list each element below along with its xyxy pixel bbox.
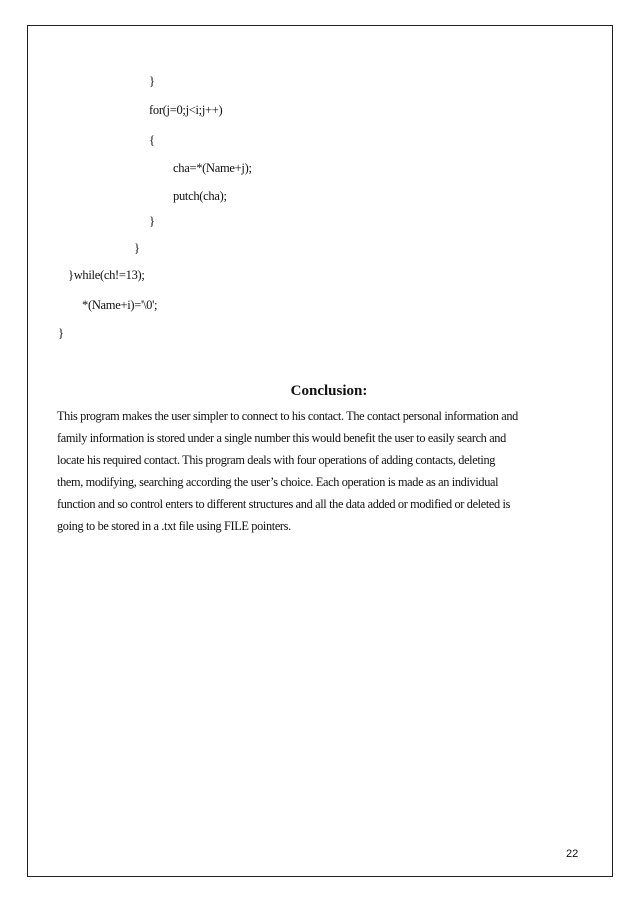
paragraph-line: going to be stored in a .txt file using FILE pointers. <box>57 519 291 533</box>
code-line: for(j=0;j<i;j++) <box>149 103 223 117</box>
paragraph-line: This program makes the user simpler to connect to his contact. The contact personal information and <box>57 409 518 423</box>
conclusion-paragraph <box>57 405 597 537</box>
code-line: } <box>149 214 155 228</box>
conclusion-heading: Conclusion: <box>290 383 368 399</box>
code-line: { <box>149 133 155 147</box>
code-line: } <box>149 74 155 88</box>
page-number: 22 <box>566 848 579 860</box>
code-line: } <box>58 326 64 340</box>
code-line: }while(ch!=13); <box>68 268 145 282</box>
code-line: putch(cha); <box>173 189 227 203</box>
paragraph-line: locate his required contact. This program deals with four operations of adding contacts, deleting <box>57 453 496 467</box>
code-line: cha=*(Name+j); <box>173 161 252 175</box>
paragraph-line: them, modifying, searching according the user’s choice. Each operation is made as an individual <box>57 475 499 489</box>
paragraph-line: function and so control enters to different structures and all the data added or modified or deleted is <box>57 497 511 511</box>
code-line: } <box>134 241 140 255</box>
paragraph-line: family information is stored under a single number this would benefit the user to easily search and <box>57 431 506 445</box>
code-line: *(Name+i)='\0'; <box>82 298 158 312</box>
